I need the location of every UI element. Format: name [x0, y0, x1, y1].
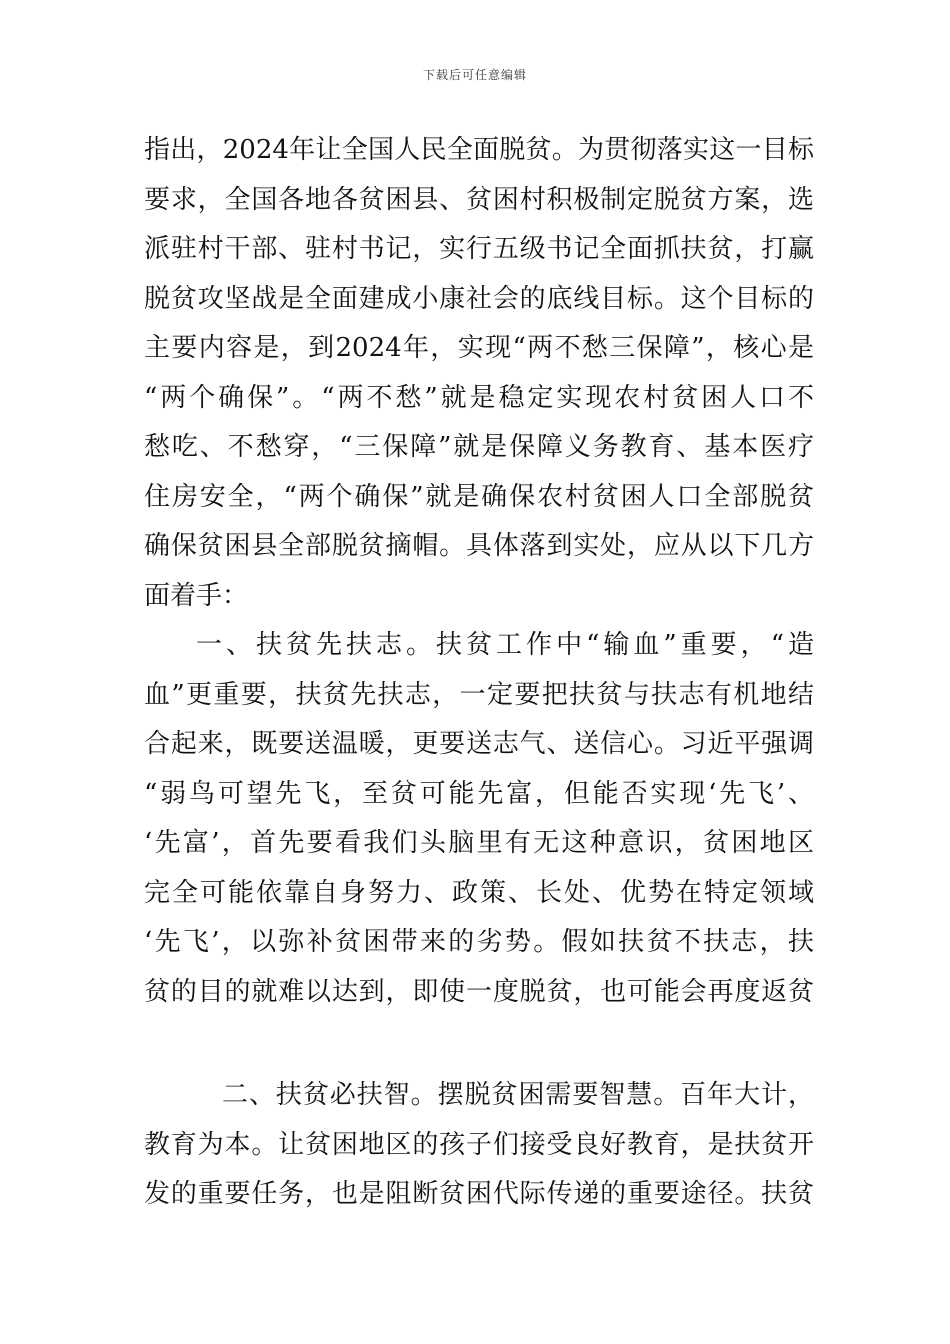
text-line: 发的重要任务，也是阻断贫困代际传递的重要途径。扶贫: [144, 1179, 814, 1209]
text-line: ‘先富’，首先要看我们头脑里有无这种意识，贫困地区: [144, 828, 814, 858]
body-text-block-a: [144, 126, 814, 1017]
text-line: 主要内容是，到2024年，实现“两不愁三保障”，核心是: [144, 333, 814, 363]
text-line: 教育为本。让贫困地区的孩子们接受良好教育，是扶贫开: [144, 1129, 814, 1160]
text-line: 愁吃、不愁穿，“三保障”就是保障义务教育、基本医疗: [144, 432, 814, 462]
text-line: 确保贫困县全部脱贫摘帽。具体落到实处，应从以下几方: [144, 531, 814, 561]
text-line: 贫的目的就难以达到，即使一度脱贫，也可能会再度返贫: [144, 976, 814, 1007]
text-line: 完全可能依靠自身努力、政策、长处、优势在特定领域: [144, 877, 814, 908]
text-line: “两个确保”。“两不愁”就是稳定实现农村贫困人口不: [144, 382, 814, 413]
text-line: 住房安全，“两个确保”就是确保农村贫困人口全部脱贫: [144, 481, 814, 512]
section-heading-line: 一、扶贫先扶志。扶贫工作中“输血”重要，“造: [196, 630, 814, 660]
text-line: 合起来，既要送温暖，更要送志气、送信心。习近平强调: [144, 729, 814, 759]
text-line: 指出，2024年让全国人民全面脱贫。为贯彻落实这一目标: [144, 135, 814, 165]
text-line: 派驻村干部、驻村书记，实行五级书记全面抓扶贫，打赢: [144, 234, 814, 264]
section-heading-line: 二、扶贫必扶智。摆脱贫困需要智慧。百年大计，: [222, 1080, 814, 1110]
text-line: “弱鸟可望先飞，至贫可能先富，但能否实现‘先飞’、: [144, 778, 814, 809]
header-note: 下载后可任意编辑: [422, 68, 527, 82]
text-line: 血”更重要，扶贫先扶志，一定要把扶贫与扶志有机地结: [144, 679, 814, 710]
text-line: 要求，全国各地各贫困县、贫困村积极制定脱贫方案，选: [144, 184, 814, 215]
text-line: 面着手：: [144, 580, 249, 611]
text-line: 脱贫攻坚战是全面建成小康社会的底线目标。这个目标的: [144, 283, 814, 314]
text-line: ‘先飞’，以弥补贫困带来的劣势。假如扶贫不扶志，扶: [144, 927, 814, 957]
body-text-block-b: [144, 1071, 814, 1220]
